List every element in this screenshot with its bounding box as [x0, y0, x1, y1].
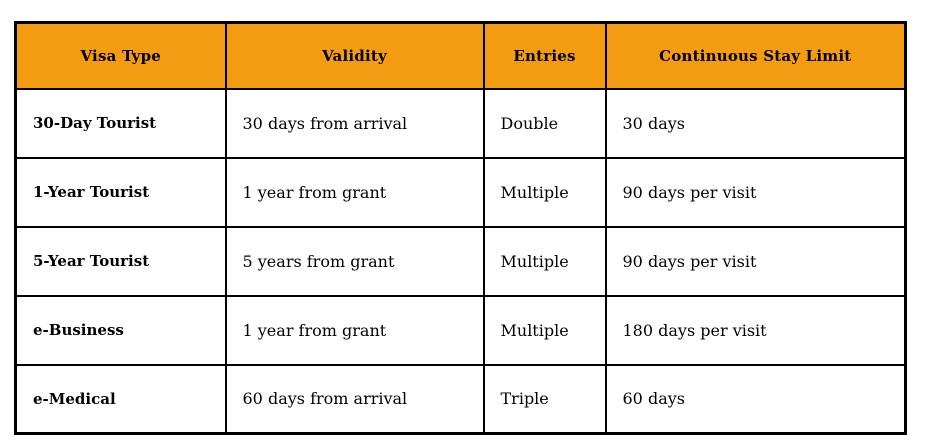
cell-validity: 30 days from arrival: [226, 89, 484, 158]
cell-validity: 1 year from grant: [226, 158, 484, 227]
cell-visa-type: e-Business: [16, 296, 226, 365]
cell-validity: 1 year from grant: [226, 296, 484, 365]
cell-validity: 5 years from grant: [226, 227, 484, 296]
cell-stay-limit: 90 days per visit: [606, 158, 906, 227]
table-row: [16, 296, 906, 365]
cell-entries: Multiple: [484, 296, 606, 365]
cell-entries: Triple: [484, 365, 606, 434]
header-cell-entries: Entries: [484, 23, 606, 89]
cell-stay-limit: 30 days: [606, 89, 906, 158]
table-row: [16, 89, 906, 158]
header-cell-visa-type: Visa Type: [16, 23, 226, 89]
cell-entries: Double: [484, 89, 606, 158]
cell-visa-type: 5-Year Tourist: [16, 227, 226, 296]
cell-entries: Multiple: [484, 158, 606, 227]
cell-visa-type: e-Medical: [16, 365, 226, 434]
cell-stay-limit: 180 days per visit: [606, 296, 906, 365]
cell-visa-type: 1-Year Tourist: [16, 158, 226, 227]
header-cell-validity: Validity: [226, 23, 484, 89]
cell-validity: 60 days from arrival: [226, 365, 484, 434]
cell-visa-type: 30-Day Tourist: [16, 89, 226, 158]
cell-stay-limit: 90 days per visit: [606, 227, 906, 296]
table-row: [16, 158, 906, 227]
table-row: [16, 227, 906, 296]
table-row: [16, 365, 906, 434]
visa-comparison-table: [14, 21, 907, 435]
header-cell-continuous-stay-limit: Continuous Stay Limit: [606, 23, 906, 89]
cell-stay-limit: 60 days: [606, 365, 906, 434]
table-header-row: [16, 23, 906, 89]
cell-entries: Multiple: [484, 227, 606, 296]
